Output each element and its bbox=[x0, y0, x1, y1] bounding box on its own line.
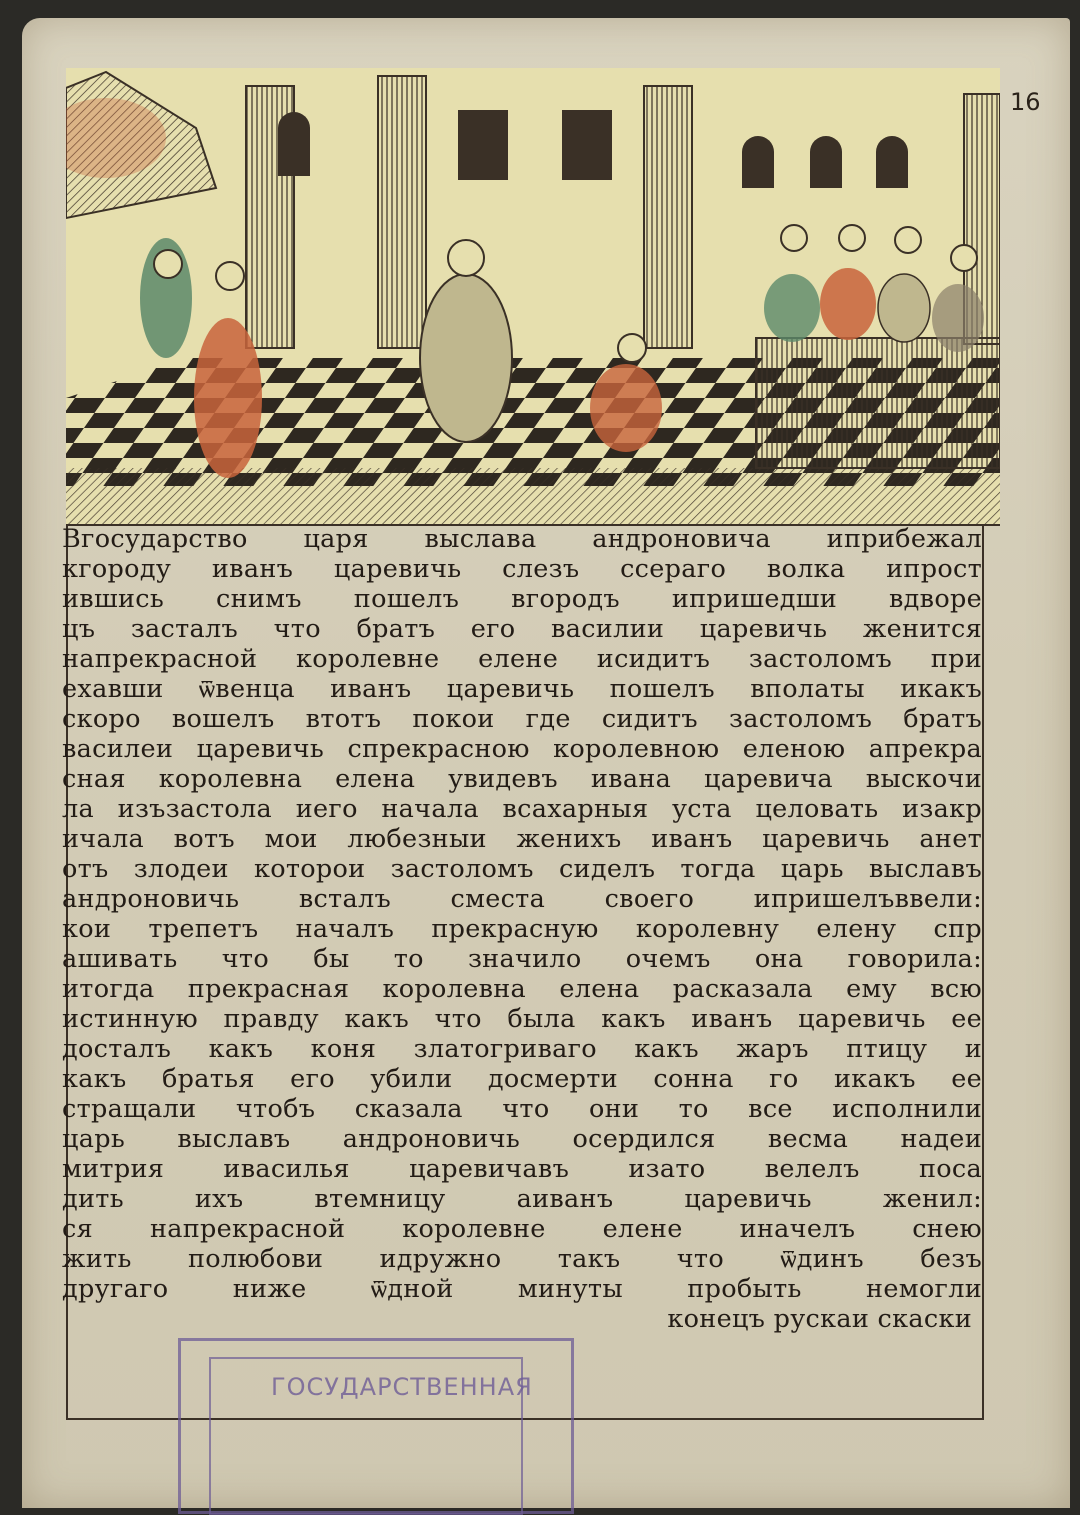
text-line-12: отъ злодеи которои застоломъ сиделъ тогда царь выславъ bbox=[62, 854, 982, 884]
guest-1 bbox=[764, 274, 820, 342]
guest-4 bbox=[932, 284, 984, 352]
library-stamp bbox=[178, 1338, 574, 1514]
arched-window-1 bbox=[742, 136, 774, 188]
text-line-26: другаго ниже ѿдной минуты пробыть немогли bbox=[62, 1274, 982, 1304]
library-stamp-inner bbox=[209, 1357, 533, 1515]
arched-window-left bbox=[278, 112, 310, 176]
figure-ivan-head bbox=[154, 250, 182, 278]
text-line-8: василеи царевичь спрекрасною королевною еленою апрекра bbox=[62, 734, 982, 764]
window-1 bbox=[458, 110, 508, 180]
text-line-23: дить ихъ втемницу аиванъ царевичь женил: bbox=[62, 1184, 982, 1214]
text-line-24: ся напрекрасной королевне елене иначелъ снею bbox=[62, 1214, 982, 1244]
manuscript-text bbox=[62, 524, 982, 1334]
folio-number: 16 bbox=[1010, 88, 1041, 116]
text-line-16: итогда прекрасная королевна елена расказала ему всю bbox=[62, 974, 982, 1004]
text-line-4: цъ засталъ что братъ его василии царевичь женится bbox=[62, 614, 982, 644]
figure-elena bbox=[194, 318, 262, 478]
arched-window-3 bbox=[876, 136, 908, 188]
text-line-11: ичала вотъ мои любезныи женихъ иванъ царевичь анет bbox=[62, 824, 982, 854]
floor-border bbox=[66, 468, 1000, 524]
figure-kneeling bbox=[590, 364, 662, 452]
text-line-14: кои трепетъ началъ прекрасную королевну елену спр bbox=[62, 914, 982, 944]
guest-3 bbox=[878, 274, 930, 342]
column-3 bbox=[644, 86, 692, 348]
figure-tsar bbox=[420, 274, 512, 442]
text-line-21: царь выславъ андроновичь осердился весма надеи bbox=[62, 1124, 982, 1154]
figure-kneeling-head bbox=[618, 334, 646, 362]
text-line-13: андроновичь всталъ сместа своего ипришелъввели: bbox=[62, 884, 982, 914]
banquet-table bbox=[756, 338, 1000, 468]
text-line-2: кгороду иванъ царевичь слезъ ссераго волка ипрост bbox=[62, 554, 982, 584]
text-line-10: ла изъзастола иего начала всахарныя уста целовать изакр bbox=[62, 794, 982, 824]
text-line-5: напрекрасной королевне елене исидитъ застоломъ при bbox=[62, 644, 982, 674]
column-2 bbox=[378, 76, 426, 348]
guest-2 bbox=[820, 268, 876, 340]
text-line-18: досталъ какъ коня златогриваго какъ жаръ птицу и bbox=[62, 1034, 982, 1064]
text-line-22: митрия ивасилья царевичавъ изато велелъ поса bbox=[62, 1154, 982, 1184]
colophon-line: конецъ рускаи скаски bbox=[667, 1304, 972, 1334]
text-line-17: истинную правду какъ что была какъ иванъ царевичь ее bbox=[62, 1004, 982, 1034]
guest-4-head bbox=[951, 245, 977, 271]
guest-3-head bbox=[895, 227, 921, 253]
text-line-1: Вгосударство царя выслава андроновича иприбежал bbox=[62, 524, 982, 554]
woodcut-illustration bbox=[66, 68, 1000, 526]
arched-window-2 bbox=[810, 136, 842, 188]
text-line-15: ашивать что бы то значило очемъ она говорила: bbox=[62, 944, 982, 974]
figure-tsar-head bbox=[448, 240, 484, 276]
library-stamp-text: ГОСУДАРСТВЕННАЯ bbox=[271, 1373, 533, 1401]
window-2 bbox=[562, 110, 612, 180]
text-line-7: скоро вошелъ втотъ покои где сидитъ застоломъ братъ bbox=[62, 704, 982, 734]
text-line-3: ившись снимъ пошелъ вгородъ ипришедши вдворе bbox=[62, 584, 982, 614]
guest-2-head bbox=[839, 225, 865, 251]
text-line-6: ехавши ѿвенца иванъ царевичь пошелъ вполаты икакъ bbox=[62, 674, 982, 704]
text-line-25: жить полюбови идружно такъ что ѿдинъ безъ bbox=[62, 1244, 982, 1274]
guest-1-head bbox=[781, 225, 807, 251]
text-line-19: какъ братья его убили досмерти сонна го икакъ ее bbox=[62, 1064, 982, 1094]
figure-elena-head bbox=[216, 262, 244, 290]
woodcut-scene-icon bbox=[66, 68, 1000, 524]
text-line-9: сная королевна елена увидевъ ивана царевича выскочи bbox=[62, 764, 982, 794]
text-line-20: стращали чтобъ сказала что они то все исполнили bbox=[62, 1094, 982, 1124]
